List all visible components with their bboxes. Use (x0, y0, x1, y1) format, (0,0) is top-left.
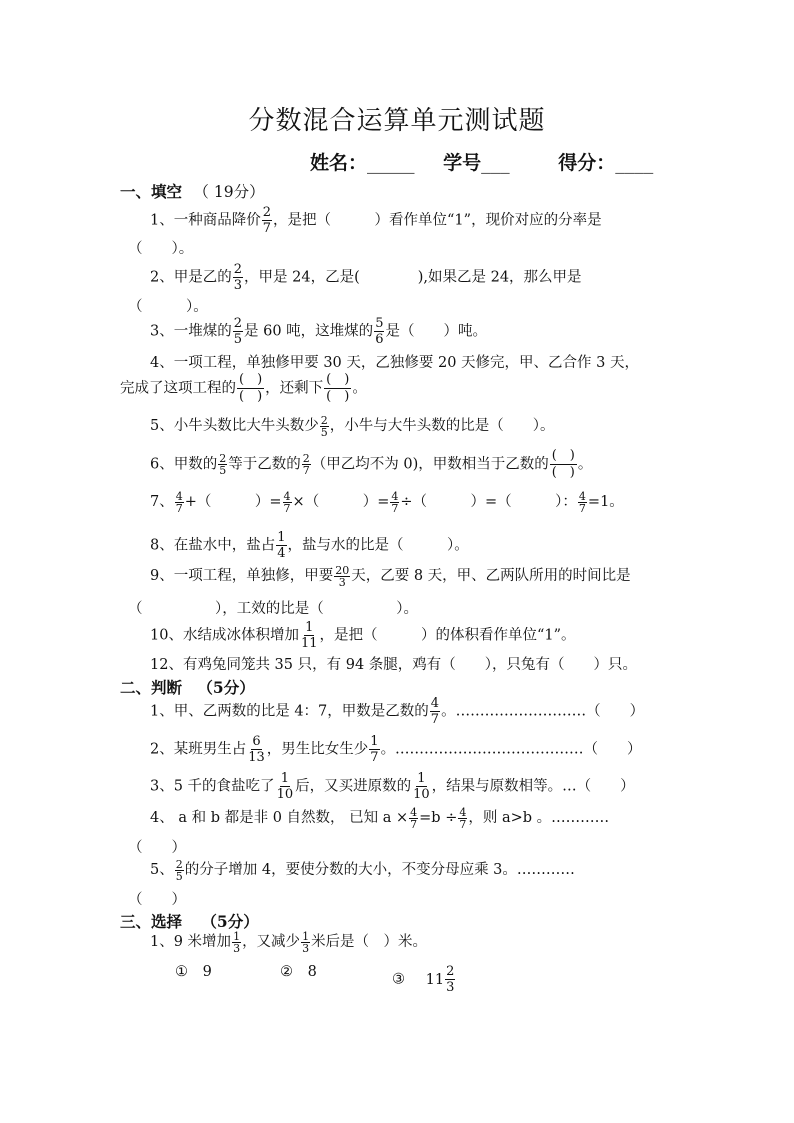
judge-q2 (150, 734, 642, 765)
denominator: 10 (413, 787, 430, 802)
denominator: 5 (175, 869, 183, 883)
denominator: 6 (375, 332, 384, 347)
denominator: 3 (302, 941, 310, 955)
q-text: ，则 a>b 。………… (468, 810, 610, 826)
fill-q12: 12、有鸡兔同笼共 35 只，有 94 条腿，鸡有（ ），只兔有（ ）只。 (150, 657, 638, 673)
fraction (301, 931, 310, 954)
denominator: 7 (370, 750, 379, 765)
numerator: 4 (459, 805, 467, 819)
q-text: 4、 a 和 b 都是非 0 自然数， 已知 a × (150, 810, 409, 826)
numerator-blank[interactable]: ( ) (551, 448, 575, 463)
numerator: 4 (430, 696, 440, 711)
fraction (276, 771, 295, 802)
fraction (409, 807, 418, 830)
fraction (302, 453, 311, 476)
q-text: 3、一堆煤的 (150, 323, 232, 340)
fill-q4: 4、一项工程，单独修甲要 30 天，乙独修要 20 天修完，甲、乙合作 3 天， (150, 355, 640, 371)
numerator-blank[interactable]: ( ) (239, 372, 263, 387)
fraction (369, 734, 379, 765)
q-text: ，男生比女生少 (266, 741, 369, 758)
denominator: 7 (430, 712, 440, 727)
choice-option-1[interactable] (175, 964, 212, 980)
fraction (276, 530, 286, 561)
choice-option-2[interactable] (280, 964, 317, 980)
fraction (320, 415, 329, 438)
denominator: 3 (446, 980, 455, 995)
numerator: 5 (375, 316, 384, 331)
blank-fraction[interactable] (237, 372, 264, 405)
fill-q2 (150, 262, 582, 293)
judge-q1 (150, 696, 644, 727)
judge-q4 (150, 806, 609, 830)
id-blank[interactable]: ___ (481, 152, 510, 174)
denominator: 3 (233, 941, 241, 955)
section-points: （5分） (201, 912, 259, 931)
option-value: 11 (425, 971, 445, 988)
fraction (578, 491, 587, 514)
q-text: 2、甲是乙的 (150, 269, 232, 286)
id-label: 学号 (443, 152, 482, 174)
score-label: 得分： (558, 152, 616, 174)
fraction (458, 807, 467, 830)
q-text: ，盐与水的比是（ ）。 (287, 537, 469, 554)
denominator: 7 (283, 501, 291, 515)
fill-q4-line2 (120, 372, 367, 405)
fraction (175, 491, 184, 514)
numerator-blank[interactable]: ( ) (326, 372, 350, 387)
section-points: （5分） (197, 678, 255, 697)
q-text: 9、一项工程，单独修，甲要 (150, 568, 334, 584)
q-text: ，是把（ ）的体积看作单位“1”。 (319, 627, 576, 644)
fraction (390, 491, 399, 514)
denominator: 7 (262, 221, 272, 236)
denominator-blank[interactable]: ( ) (551, 465, 575, 480)
fill-q8 (150, 530, 469, 561)
q-text: 6、甲数的 (150, 456, 218, 473)
q-text: ，甲是 24，乙是( ),如果乙是 24，那么甲是 (244, 269, 582, 286)
q-text: ，又减少 (242, 934, 301, 950)
numerator: 2 (219, 452, 227, 465)
q-text: 天，乙要 8 天，甲、乙两队所用的时间比是 (351, 568, 631, 584)
numerator: 4 (391, 489, 399, 503)
numerator: 6 (252, 734, 261, 749)
fraction (232, 931, 241, 954)
section-fill-heading (120, 180, 265, 202)
fraction (233, 262, 243, 293)
denominator-blank[interactable]: ( ) (239, 389, 263, 404)
denominator: 7 (459, 817, 467, 831)
q-text: 3、5 千的食盐吃了 (150, 778, 275, 795)
denominator: 7 (175, 501, 183, 515)
score-blank[interactable]: ____ (615, 152, 654, 174)
q-text: ×（ ）= (292, 494, 390, 510)
fill-q2-line2: （ ）。 (128, 299, 208, 315)
fraction (334, 565, 350, 588)
judge-q3 (150, 771, 635, 802)
fill-q1-line2: （ ）。 (128, 241, 194, 257)
section-title: 二、判断 (120, 678, 183, 697)
option-mark: ③ (392, 971, 405, 988)
name-label: 姓名： (310, 152, 368, 174)
option-mark: ① (175, 964, 188, 980)
numerator: 1 (370, 734, 379, 749)
q-text: 。………………………（ ） (441, 703, 645, 720)
fraction (300, 620, 319, 651)
q-text: 米后是（ ）米。 (311, 934, 428, 950)
fraction (412, 771, 431, 802)
q-text: 。 (577, 456, 593, 473)
numerator: 2 (262, 205, 272, 220)
numerator: 2 (446, 964, 455, 979)
section-title: 一、填空 (120, 182, 183, 201)
numerator: 2 (320, 413, 328, 427)
section-title: 三、选择 (120, 912, 183, 931)
denominator: 3 (233, 278, 243, 293)
q-text: ，还剩下 (265, 380, 324, 397)
numerator: 20 (335, 563, 350, 577)
q-text: （甲乙均不为 0)，甲数相当于乙数的 (311, 456, 549, 473)
q-text: 2、某班男生占 (150, 741, 247, 758)
denominator: 7 (410, 817, 418, 831)
fraction (430, 696, 440, 727)
denominator: 4 (277, 546, 286, 561)
denominator: 10 (276, 787, 294, 802)
numerator: 4 (410, 805, 418, 819)
fill-q3 (150, 316, 487, 347)
q-text: 等于乙数的 (228, 456, 301, 473)
fill-q9 (150, 564, 631, 588)
q-text: 1、一种商品降价 (150, 212, 261, 229)
q-text: +（ ）= (184, 494, 282, 510)
q-text: 是 60 吨，这堆煤的 (244, 323, 374, 340)
denominator: 7 (391, 501, 399, 515)
denominator: 13 (248, 750, 265, 765)
student-info (310, 148, 653, 175)
numerator: 1 (305, 620, 314, 635)
numerator: 1 (302, 929, 310, 943)
blank-fraction[interactable] (550, 448, 577, 481)
choice-option-3[interactable] (392, 964, 456, 995)
judge-q4-line2: （ ） (128, 840, 186, 856)
denominator: 5 (233, 332, 243, 347)
numerator: 2 (175, 857, 183, 871)
denominator: 11 (300, 636, 318, 651)
numerator: 4 (578, 489, 586, 503)
q-text: 是（ ）吨。 (385, 323, 487, 340)
fraction (233, 316, 243, 347)
fill-q6 (150, 448, 592, 481)
fraction (445, 964, 455, 995)
q-text: 。…………………………………（ ） (380, 741, 642, 758)
section-judge-heading (120, 676, 255, 698)
denominator: 5 (320, 425, 328, 439)
blank-fraction[interactable] (324, 372, 351, 405)
fraction (374, 316, 384, 347)
q-text: 。 (352, 380, 367, 397)
judge-q5-line2: （ ） (128, 892, 186, 908)
fraction (247, 734, 266, 765)
judge-q5 (150, 858, 575, 882)
q-text: 10、水结成冰体积增加 (150, 627, 299, 644)
option-value: 8 (307, 964, 317, 980)
page-title: 分数混合运算单元测试题 (248, 106, 546, 136)
q-text: 5、小牛头数比大牛头数少 (150, 418, 319, 434)
q-text: ÷（ ）=（ ）： (400, 494, 577, 510)
q-text: 的分子增加 4，要使分数的大小，不变分母应乘 3。………… (184, 862, 575, 878)
denominator: 7 (302, 464, 310, 477)
numerator: 1 (280, 771, 289, 786)
denominator: 7 (578, 501, 586, 515)
denominator: 5 (219, 464, 227, 477)
numerator: 2 (233, 262, 243, 277)
denominator: 3 (338, 575, 346, 589)
option-value: 9 (202, 964, 212, 980)
fill-q10 (150, 620, 576, 651)
denominator-blank[interactable]: ( ) (326, 389, 350, 404)
q-text: ，结果与原数相等。…（ ） (431, 778, 635, 795)
numerator: 1 (277, 530, 286, 545)
q-text: =1。 (587, 494, 624, 510)
fill-q1 (150, 205, 602, 236)
q-text: 8、在盐水中，盐占 (150, 537, 276, 554)
q-text: ，小牛与大牛头数的比是（ ）。 (329, 418, 555, 434)
numerator: 2 (302, 452, 310, 465)
numerator: 1 (233, 929, 241, 943)
numerator: 2 (233, 316, 243, 331)
q-text: ，是把（ ）看作单位“1”，现价对应的分率是 (273, 212, 602, 229)
numerator: 4 (175, 489, 183, 503)
fill-q9-line2: （ ），工效的比是（ ）。 (128, 601, 418, 617)
q-text: 7、 (150, 494, 174, 510)
option-mark: ② (280, 964, 293, 980)
q-text: 后，又买进原数的 (295, 778, 412, 795)
q-text: 1、甲、乙两数的比是 4：7，甲数是乙数的 (150, 703, 429, 720)
choice-q1 (150, 930, 427, 954)
fraction (283, 491, 292, 514)
q-text: 1、9 米增加 (150, 934, 232, 950)
q-text: 完成了这项工程的 (120, 380, 236, 397)
name-blank[interactable]: _____ (367, 152, 415, 174)
fill-q7 (150, 490, 624, 514)
fill-q5 (150, 414, 554, 438)
q-text: =b ÷ (419, 810, 458, 826)
numerator: 4 (283, 489, 291, 503)
fraction (175, 859, 184, 882)
section-choice-heading (120, 910, 259, 932)
fraction (218, 453, 227, 476)
numerator: 1 (417, 771, 426, 786)
section-points: （ 19分） (193, 183, 265, 201)
q-text: 5、 (150, 862, 174, 878)
fraction (262, 205, 272, 236)
